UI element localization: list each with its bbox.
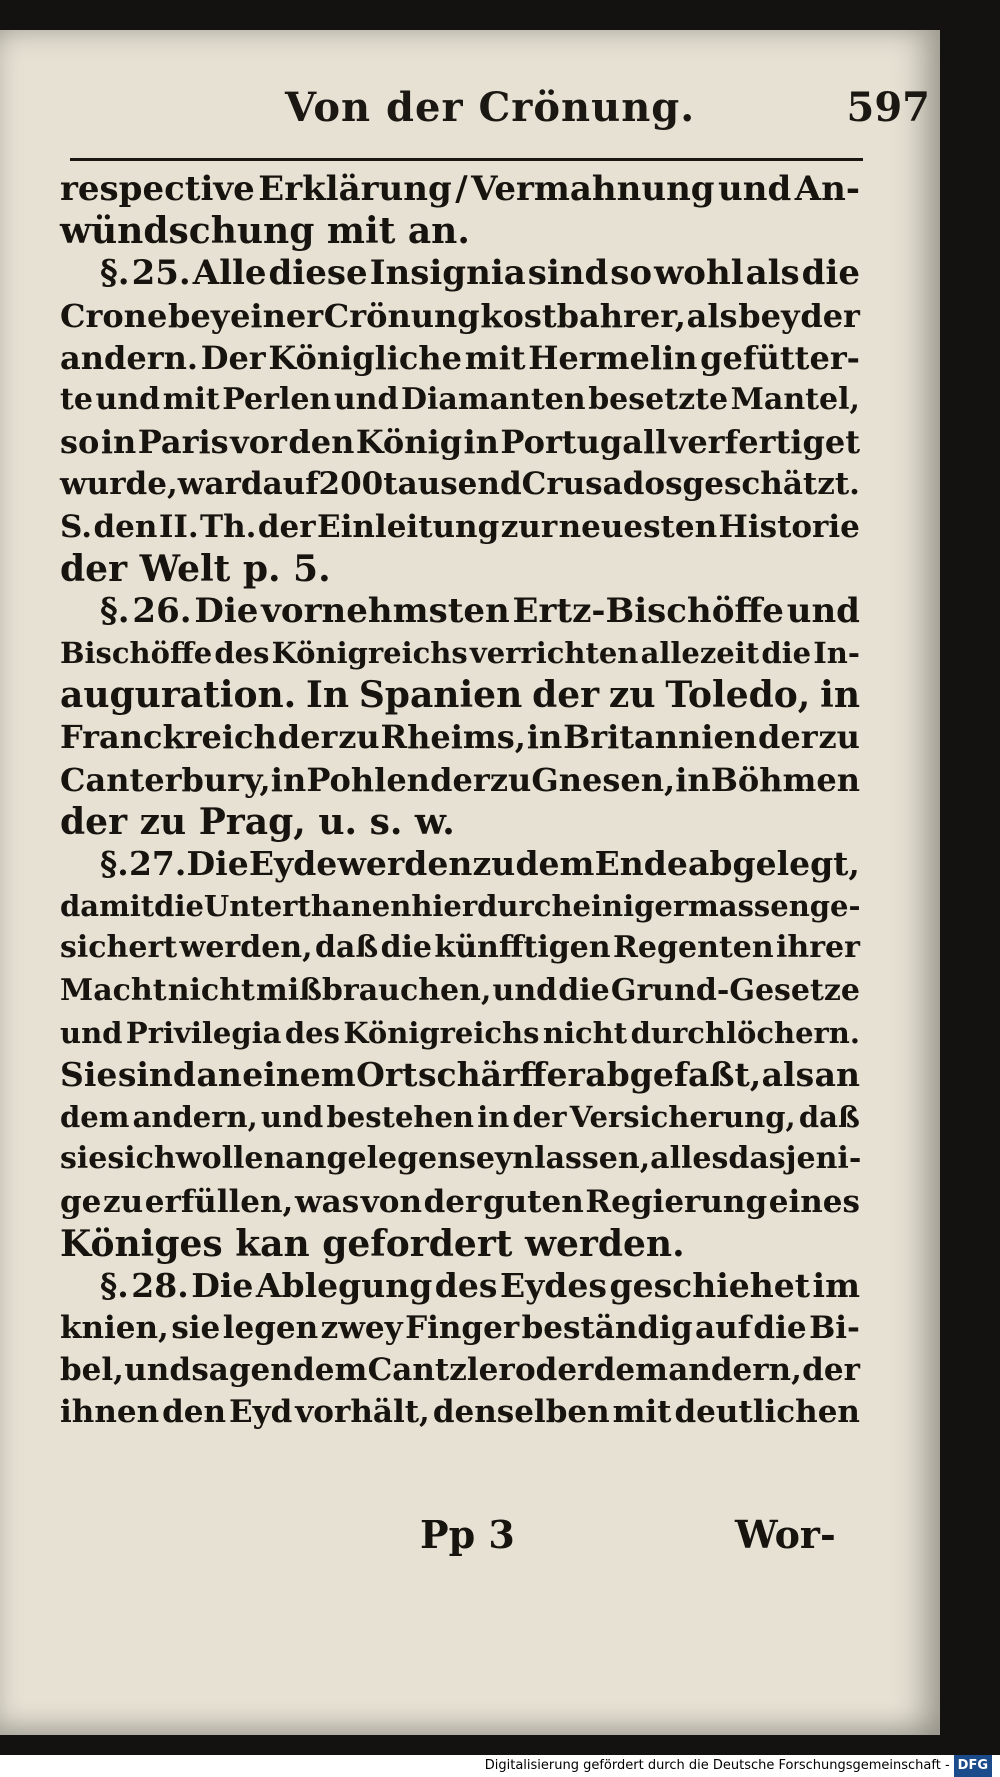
word: des <box>284 1015 340 1050</box>
word: ward <box>177 466 263 503</box>
text-line <box>60 168 860 210</box>
word: bel, <box>60 1352 124 1389</box>
text-line <box>60 843 860 885</box>
word: daß <box>314 930 379 966</box>
word: bey <box>168 296 230 335</box>
word: was <box>294 1183 360 1220</box>
word: wurde, <box>60 466 178 503</box>
word: beständig <box>521 1310 693 1347</box>
text-line <box>60 590 860 632</box>
text-line: Königes kan gefordert werden. <box>60 1222 685 1265</box>
word: denselben <box>432 1394 610 1431</box>
word: eines <box>768 1183 860 1220</box>
word: verrichten <box>469 636 639 671</box>
word: Eyde <box>248 844 338 883</box>
word: bestehen <box>326 1100 475 1135</box>
word: oder <box>514 1352 594 1389</box>
word: so <box>610 253 653 294</box>
word: Eyd <box>229 1394 293 1431</box>
word: Königreichs <box>271 636 468 671</box>
text-line <box>60 1138 860 1180</box>
word: mißbrauchen, <box>256 972 492 1008</box>
word: sie <box>60 1141 108 1177</box>
text-line <box>60 379 860 421</box>
word: Rheims, <box>380 718 526 757</box>
word: Eydes <box>499 1265 607 1305</box>
word: kostbahrer, <box>480 296 686 335</box>
word: in <box>270 760 307 799</box>
word: §. <box>100 844 129 883</box>
word: An- <box>794 169 860 209</box>
word: Mantel, <box>730 381 860 417</box>
word: und <box>260 1100 324 1135</box>
word: 25. <box>131 253 191 294</box>
word: dem <box>593 1352 668 1389</box>
word: Crone <box>60 296 168 335</box>
word: durchlöchern. <box>630 1015 860 1050</box>
word: und <box>718 169 792 209</box>
word: II. <box>158 508 199 545</box>
word: so <box>60 423 100 462</box>
word: §. <box>100 590 130 631</box>
word: sind <box>117 1054 196 1094</box>
text-line <box>60 1012 860 1054</box>
text-line: der Welt p. 5. <box>60 547 331 590</box>
text-line <box>60 337 860 379</box>
word: den <box>288 423 355 462</box>
text-line <box>60 716 860 758</box>
word: die <box>801 253 860 294</box>
word: Cantzler <box>367 1352 515 1389</box>
word: des <box>434 1265 498 1305</box>
word: die <box>558 972 610 1008</box>
word: Böhmen <box>710 760 860 799</box>
dfg-logo: DFG <box>954 1755 992 1777</box>
word: den <box>162 1394 227 1431</box>
word: verfertiget <box>668 423 860 462</box>
word: und <box>95 381 161 417</box>
word: und <box>492 972 558 1008</box>
word: und <box>124 1352 192 1389</box>
word: den <box>93 508 158 545</box>
word: in <box>477 1100 510 1135</box>
word: zu <box>608 674 656 717</box>
word: vorhält, <box>295 1394 430 1431</box>
word: daß <box>798 1100 860 1135</box>
word: Erklärung <box>258 169 452 209</box>
word: auguration. <box>60 674 297 717</box>
text-line <box>60 506 860 548</box>
word: werden <box>337 844 473 883</box>
word: Versicherung, <box>569 1100 796 1135</box>
word: als <box>761 1054 815 1094</box>
text-line <box>60 295 860 337</box>
word: in <box>100 423 137 462</box>
text-line: der zu Prag, u. s. w. <box>60 800 455 843</box>
word: damit <box>60 889 155 924</box>
word: die <box>761 636 812 671</box>
word: Crusados <box>521 466 683 503</box>
word: künfftigen <box>434 930 611 966</box>
word: zur <box>500 508 558 545</box>
credit-bar <box>0 1755 1000 1777</box>
word: Privilegia <box>125 1015 282 1050</box>
word: Regenten <box>612 930 774 966</box>
word: der <box>512 1100 567 1135</box>
word: wohl <box>654 253 744 294</box>
word: Ablegung <box>255 1265 433 1305</box>
word: als <box>745 253 800 294</box>
word: Grund-Gesetze <box>610 972 860 1008</box>
word: mit <box>612 1394 672 1431</box>
page-footer <box>0 1512 940 1562</box>
word: sagen <box>191 1352 293 1389</box>
word: und <box>60 1015 123 1050</box>
word: dem <box>293 1352 368 1389</box>
word: In <box>305 674 349 717</box>
word: deutlichen <box>674 1394 860 1431</box>
word: die <box>154 889 204 924</box>
word: legen <box>222 1310 319 1347</box>
body-text <box>60 168 860 1434</box>
word: des <box>214 636 270 671</box>
word: andern. <box>60 338 198 377</box>
text-line <box>60 885 860 927</box>
word: im <box>812 1265 860 1305</box>
catchword: Wor- <box>735 1512 836 1557</box>
word: 27. <box>128 844 187 883</box>
word: angelegen <box>285 1141 459 1177</box>
word: Diamanten <box>401 381 586 417</box>
word: und <box>333 381 399 417</box>
word: mit <box>464 338 526 377</box>
credit-text: Digitalisierung gefördert durch die Deutsche Forschungsgemeinschaft - <box>484 1758 950 1773</box>
word: vor <box>230 423 287 462</box>
word: König <box>355 423 463 462</box>
word: te <box>60 381 93 417</box>
word: einer <box>230 296 324 335</box>
word: Canterbury, <box>60 760 271 799</box>
word: sich <box>107 1141 176 1177</box>
word: Th. <box>200 508 257 545</box>
word: diese <box>268 253 368 294</box>
word: vornehmsten <box>261 590 510 631</box>
word: Ertz-Bischöffe <box>512 590 784 631</box>
word: andern, <box>668 1352 802 1389</box>
word: zu <box>818 718 860 757</box>
word: respective <box>60 169 255 209</box>
word: ihrer <box>776 930 860 966</box>
word: gefütter- <box>700 338 860 377</box>
text-line <box>60 970 860 1012</box>
running-title: Von der Crönung. <box>285 84 696 131</box>
word: Alle <box>192 253 267 294</box>
word: die <box>380 930 433 966</box>
word: erfüllen, <box>144 1183 294 1220</box>
word: sie <box>171 1310 221 1347</box>
word: lassen, <box>534 1141 651 1177</box>
text-line <box>60 674 860 716</box>
word: dasjeni- <box>728 1141 862 1177</box>
text-line <box>60 421 860 463</box>
word: die <box>753 1310 807 1347</box>
word: ge- <box>809 889 861 924</box>
word: abgefaßt, <box>585 1054 762 1094</box>
word: 26. <box>132 590 192 631</box>
word: an <box>196 1054 242 1094</box>
word: und <box>786 590 860 631</box>
word: schärffer <box>417 1054 585 1094</box>
word: Insignia <box>369 253 526 294</box>
word: zu <box>489 760 532 799</box>
word: der <box>532 674 600 717</box>
word: werden, <box>179 930 313 966</box>
word: an <box>814 1054 860 1094</box>
header-rule <box>70 158 863 161</box>
word: zu <box>472 844 516 883</box>
word: der <box>430 760 490 799</box>
word: Britannien <box>563 718 758 757</box>
word: Ort <box>356 1054 418 1094</box>
word: Crönung <box>323 296 480 335</box>
word: sichert <box>60 930 178 966</box>
word: Finger <box>405 1310 520 1347</box>
word: der <box>757 718 818 757</box>
word: Pohlen <box>306 760 430 799</box>
word: sind <box>527 253 609 294</box>
word: Macht <box>60 972 167 1008</box>
word: der <box>257 508 316 545</box>
word: Paris <box>137 423 229 462</box>
word: in <box>675 760 711 799</box>
word: wollen <box>175 1141 286 1177</box>
word: Der <box>200 338 266 377</box>
word: neuesten <box>558 508 718 545</box>
word: in <box>526 718 563 757</box>
text-line <box>60 927 860 969</box>
word: Spanien <box>358 674 523 717</box>
word: 28. <box>131 1265 189 1305</box>
word: mit <box>162 381 220 417</box>
word: Die <box>186 844 249 883</box>
word: seyn <box>458 1141 535 1177</box>
word: einem <box>242 1054 356 1094</box>
word: zu <box>338 718 380 757</box>
word: andern, <box>132 1100 258 1135</box>
word: 200 <box>318 466 384 503</box>
word: auf <box>695 1310 751 1347</box>
text-line <box>60 759 860 801</box>
running-header <box>70 84 930 144</box>
word: §. <box>100 253 130 294</box>
word: allezeit <box>640 636 760 671</box>
word: in <box>463 423 499 462</box>
word: Die <box>191 1265 254 1305</box>
word: zwey <box>320 1310 403 1347</box>
word: als <box>686 296 738 335</box>
word: dem <box>515 844 595 883</box>
signature-mark: Pp 3 <box>420 1512 515 1557</box>
word: Die <box>194 590 259 631</box>
word: zu <box>103 1183 144 1220</box>
page-number: 597 <box>846 84 930 131</box>
word: besetzte <box>588 381 729 417</box>
word: ihnen <box>60 1394 160 1431</box>
word: ge <box>60 1183 102 1220</box>
word: von <box>360 1183 423 1220</box>
word: guten <box>482 1183 584 1220</box>
word: Perlen <box>222 381 332 417</box>
text-line <box>60 252 860 294</box>
word: S. <box>60 508 93 545</box>
word: Regierung <box>585 1183 768 1220</box>
word: Königreichs <box>343 1015 540 1050</box>
text-line <box>60 463 860 505</box>
word: nicht <box>542 1015 628 1050</box>
word: Bischöffe <box>60 636 213 671</box>
word: geschiehet <box>609 1265 810 1305</box>
word: nicht <box>167 972 255 1008</box>
word: der <box>802 1352 860 1389</box>
word: geschätzt. <box>682 466 860 503</box>
word: Vermahnung <box>471 169 715 209</box>
text-line <box>60 1265 860 1307</box>
word: knien, <box>60 1310 169 1347</box>
word: In- <box>813 636 860 671</box>
word: bey <box>738 296 800 335</box>
text-line <box>60 1349 860 1391</box>
word: auf <box>262 466 319 503</box>
word: Franckreich <box>60 718 277 757</box>
word: einiger <box>572 889 689 924</box>
text-line <box>60 1307 860 1349</box>
word: hierdurch <box>411 889 573 924</box>
text-line <box>60 1054 860 1096</box>
word: der <box>800 296 860 335</box>
word: Einleitung <box>316 508 500 545</box>
word: Bi- <box>809 1310 860 1347</box>
word: Hermelin <box>528 338 698 377</box>
word: alles <box>650 1141 729 1177</box>
word: Königliche <box>268 338 463 377</box>
word: Sie <box>60 1054 118 1094</box>
text-line <box>60 1181 860 1223</box>
text-line <box>60 1391 860 1433</box>
word: tausend <box>383 466 522 503</box>
word: in <box>820 674 860 717</box>
word: / <box>455 169 468 209</box>
word: Toledo, <box>665 674 811 717</box>
word: Historie <box>718 508 860 545</box>
text-line: wündschung mit an. <box>60 210 470 253</box>
word: der <box>277 718 338 757</box>
word: Ende <box>594 844 688 883</box>
word: der <box>423 1183 482 1220</box>
word: abgelegt, <box>688 844 860 883</box>
text-line <box>60 632 860 674</box>
word: Portugall <box>500 423 668 462</box>
word: massen <box>688 889 810 924</box>
word: dem <box>60 1100 130 1135</box>
word: Unterthanen <box>203 889 412 924</box>
text-line <box>60 1096 860 1138</box>
word: §. <box>100 1265 129 1305</box>
word: Gnesen, <box>531 760 676 799</box>
